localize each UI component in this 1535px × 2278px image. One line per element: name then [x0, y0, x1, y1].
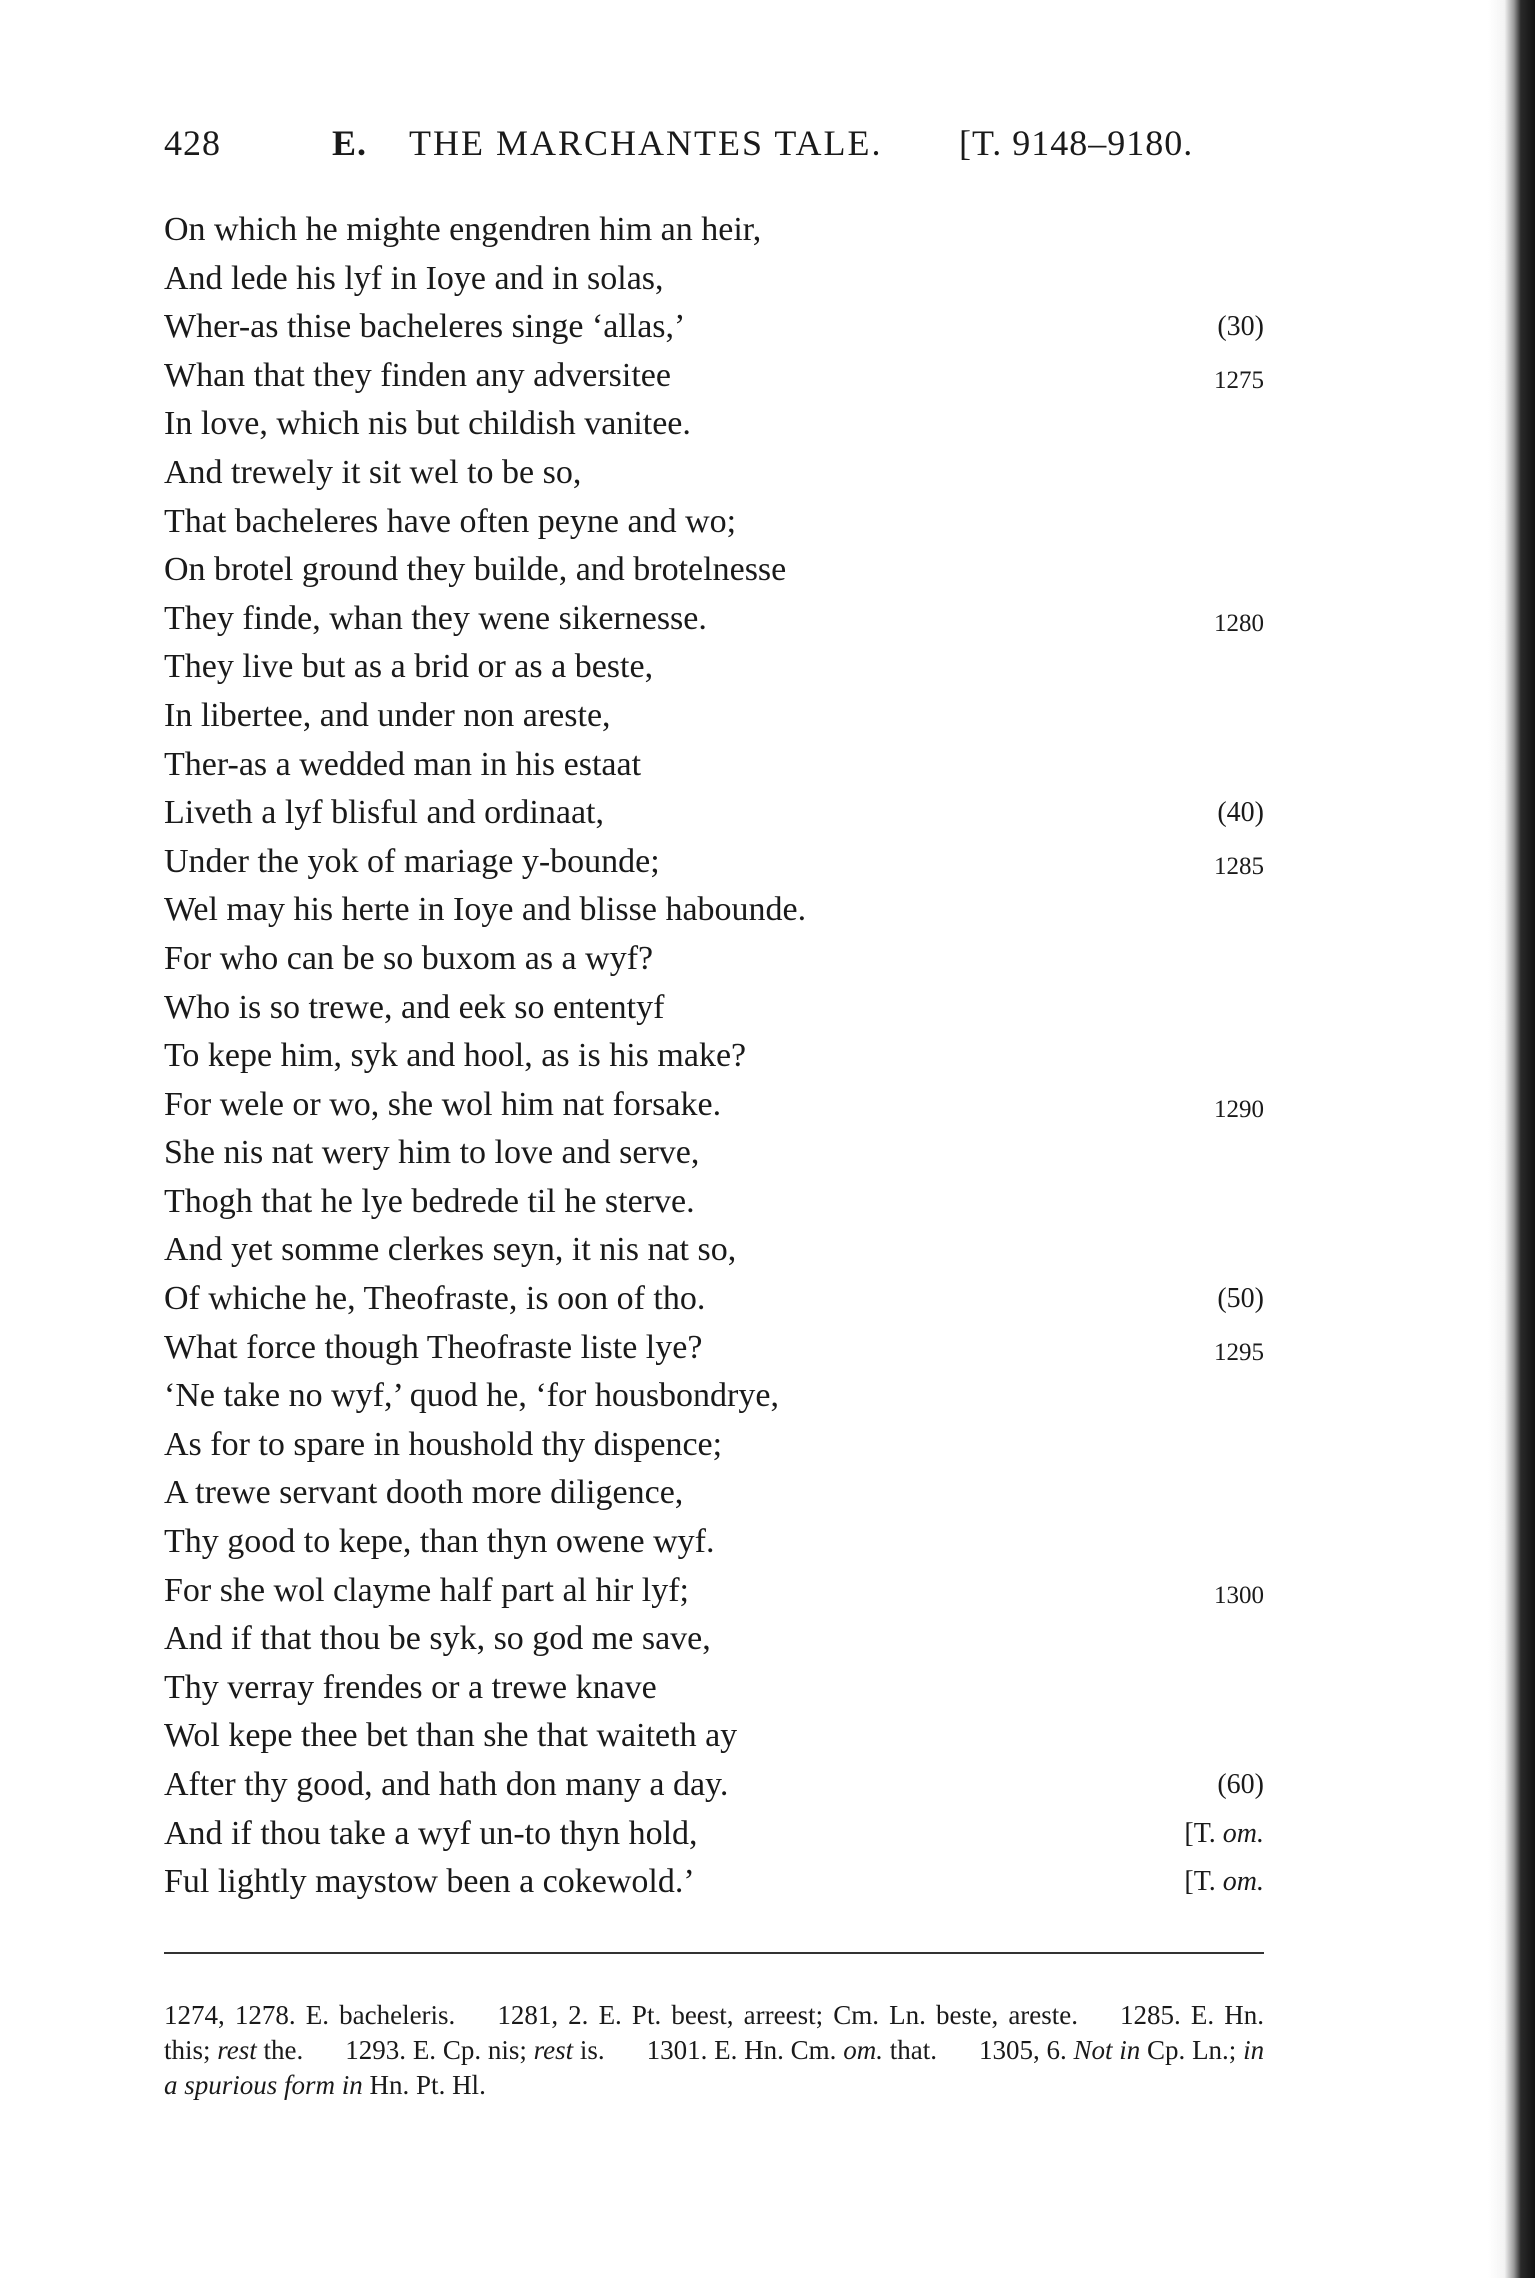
- verse-text: They finde, whan they wene sikernesse.: [164, 599, 707, 637]
- verse-text: And lede his lyf in Ioye and in solas,: [164, 259, 664, 297]
- verse-text: In libertee, and under non areste,: [164, 696, 611, 734]
- footnote-1274: 1274, 1278. E. bacheleris.: [164, 2000, 456, 2030]
- verse-line: [164, 595, 1264, 644]
- verse-line: [164, 886, 1264, 935]
- verse-line: [164, 984, 1264, 1033]
- verse-text: And if that thou be syk, so god me save,: [164, 1620, 711, 1658]
- verse-text: Who is so trewe, and eek so ententyf: [164, 988, 665, 1026]
- verse-line: [164, 1567, 1264, 1616]
- verse-line: [164, 1324, 1264, 1373]
- line-number: [T. om.: [1184, 1817, 1264, 1849]
- line-number: (50): [1217, 1283, 1264, 1315]
- verse-text: On brotel ground they builde, and brotelnesse: [164, 551, 787, 589]
- verse-line: [164, 1810, 1264, 1859]
- verse-text: On which he mighte engendren him an heir,: [164, 211, 762, 248]
- verse-line: [164, 546, 1264, 595]
- verse-line: [164, 789, 1264, 838]
- verse-line: [164, 935, 1264, 984]
- section-letter: E.: [332, 123, 368, 163]
- verse-text: Under the yok of mariage y-bounde;: [164, 842, 660, 880]
- verse-text: Whan that they finden any adversitee: [164, 356, 671, 394]
- verse-block: [164, 206, 1264, 1907]
- verse-line: [164, 1858, 1264, 1907]
- verse-line: [164, 1469, 1264, 1518]
- omission-note: om.: [1222, 1866, 1264, 1898]
- verse-text: For wele or wo, she wol him nat forsake.: [164, 1085, 722, 1123]
- verse-line: [164, 838, 1264, 887]
- line-number: (60): [1217, 1769, 1264, 1800]
- verse-line: [164, 400, 1264, 449]
- verse-text: Thy good to kepe, than thyn owene wyf.: [164, 1523, 715, 1561]
- footnote-divider: [164, 1952, 1264, 1954]
- footnote-1293: 1293. E. Cp. nis; rest is.: [345, 2035, 605, 2065]
- verse-text: Thy verray frendes or a trewe knave: [164, 1668, 657, 1706]
- verse-line: [164, 1129, 1264, 1178]
- line-number: [T. om.: [1184, 1866, 1264, 1898]
- verse-line: [164, 1664, 1264, 1713]
- line-number: (30): [1217, 311, 1264, 343]
- verse-text: Liveth a lyf blisful and ordinaat,: [164, 794, 604, 832]
- verse-line: [164, 1761, 1264, 1810]
- verse-line: [164, 449, 1264, 498]
- line-number: 1300: [1214, 1581, 1264, 1609]
- verse-line: [164, 1081, 1264, 1130]
- verse-line: [164, 255, 1264, 304]
- line-number: 1295: [1214, 1338, 1264, 1366]
- verse-line: [164, 692, 1264, 741]
- verse-text: After thy good, and hath don many a day.: [164, 1766, 729, 1803]
- page-number: 428: [164, 123, 221, 163]
- footnote-1301: 1301. E. Hn. Cm. om. that.: [646, 2035, 937, 2065]
- verse-text: And if thou take a wyf un-to thyn hold,: [164, 1814, 698, 1852]
- footnote-1285: 1285. E. Hn. this; rest the.: [164, 2000, 1265, 2065]
- line-number: (40): [1217, 797, 1264, 829]
- verse-line: [164, 1275, 1264, 1324]
- omission-note: om.: [1222, 1817, 1264, 1849]
- verse-text: In love, which nis but childish vanitee.: [164, 405, 691, 443]
- book-spine-shadow: [1488, 0, 1535, 2278]
- line-number: 1275: [1214, 366, 1264, 394]
- verse-line: [164, 1712, 1264, 1761]
- verse-text: And trewely it sit wel to be so,: [164, 453, 582, 491]
- verse-text: Ful lightly maystow been a cokewold.’: [164, 1863, 695, 1901]
- verse-text: Wol kepe thee bet than she that waiteth ay: [164, 1717, 738, 1755]
- verse-line: [164, 1518, 1264, 1567]
- verse-line: [164, 498, 1264, 547]
- verse-line: [164, 1032, 1264, 1081]
- verse-text: She nis nat wery him to love and serve,: [164, 1134, 700, 1172]
- verse-line: [164, 643, 1264, 692]
- verse-text: ‘Ne take no wyf,’ quod he, ‘for housbondrye,: [164, 1377, 779, 1415]
- footnote-1281: 1281, 2. E. Pt. beest, arreest; Cm. Ln. beste, areste.: [497, 2000, 1079, 2030]
- running-header: [164, 122, 1264, 178]
- verse-text: For who can be so buxom as a wyf?: [164, 939, 654, 977]
- verse-text: Wher-as thise bacheleres singe ‘allas,’: [164, 308, 686, 346]
- verse-text: A trewe servant dooth more diligence,: [164, 1474, 684, 1512]
- verse-line: [164, 1372, 1264, 1421]
- verse-text: To kepe him, syk and hool, as is his make?: [164, 1037, 747, 1075]
- verse-line: [164, 1178, 1264, 1227]
- verse-line: [164, 741, 1264, 790]
- line-number: 1285: [1214, 852, 1264, 880]
- verse-text: That bacheleres have often peyne and wo;: [164, 502, 737, 540]
- verse-line: [164, 1421, 1264, 1470]
- verse-text: Thogh that he lye bedrede til he sterve.: [164, 1182, 695, 1220]
- verse-text: They live but as a brid or as a beste,: [164, 648, 654, 686]
- line-number: 1290: [1214, 1095, 1264, 1123]
- verse-text: What force though Theofraste liste lye?: [164, 1328, 703, 1366]
- verse-line: [164, 1615, 1264, 1664]
- verse-line: [164, 206, 1264, 255]
- line-number: 1280: [1214, 609, 1264, 637]
- verse-text: For she wol clayme half part al hir lyf;: [164, 1571, 689, 1609]
- footnote-1305: 1305, 6. Not in Cp. Ln.; in a spurious form in Hn. Pt. Hl.: [164, 2035, 1265, 2100]
- footnotes: [164, 1998, 1264, 2103]
- tyrwhitt-line-range: [T. 9148–9180.: [959, 123, 1194, 163]
- verse-line: [164, 1226, 1264, 1275]
- verse-line: [164, 303, 1264, 352]
- verse-text: Ther-as a wedded man in his estaat: [164, 745, 642, 783]
- verse-text: As for to spare in houshold thy dispence;: [164, 1425, 723, 1463]
- verse-text: And yet somme clerkes seyn, it nis nat so,: [164, 1231, 737, 1269]
- tale-title: THE MARCHANTES TALE.: [409, 123, 883, 163]
- verse-text: Wel may his herte in Ioye and blisse habounde.: [164, 891, 807, 929]
- verse-line: [164, 352, 1264, 401]
- verse-text: Of whiche he, Theofraste, is oon of tho.: [164, 1280, 706, 1318]
